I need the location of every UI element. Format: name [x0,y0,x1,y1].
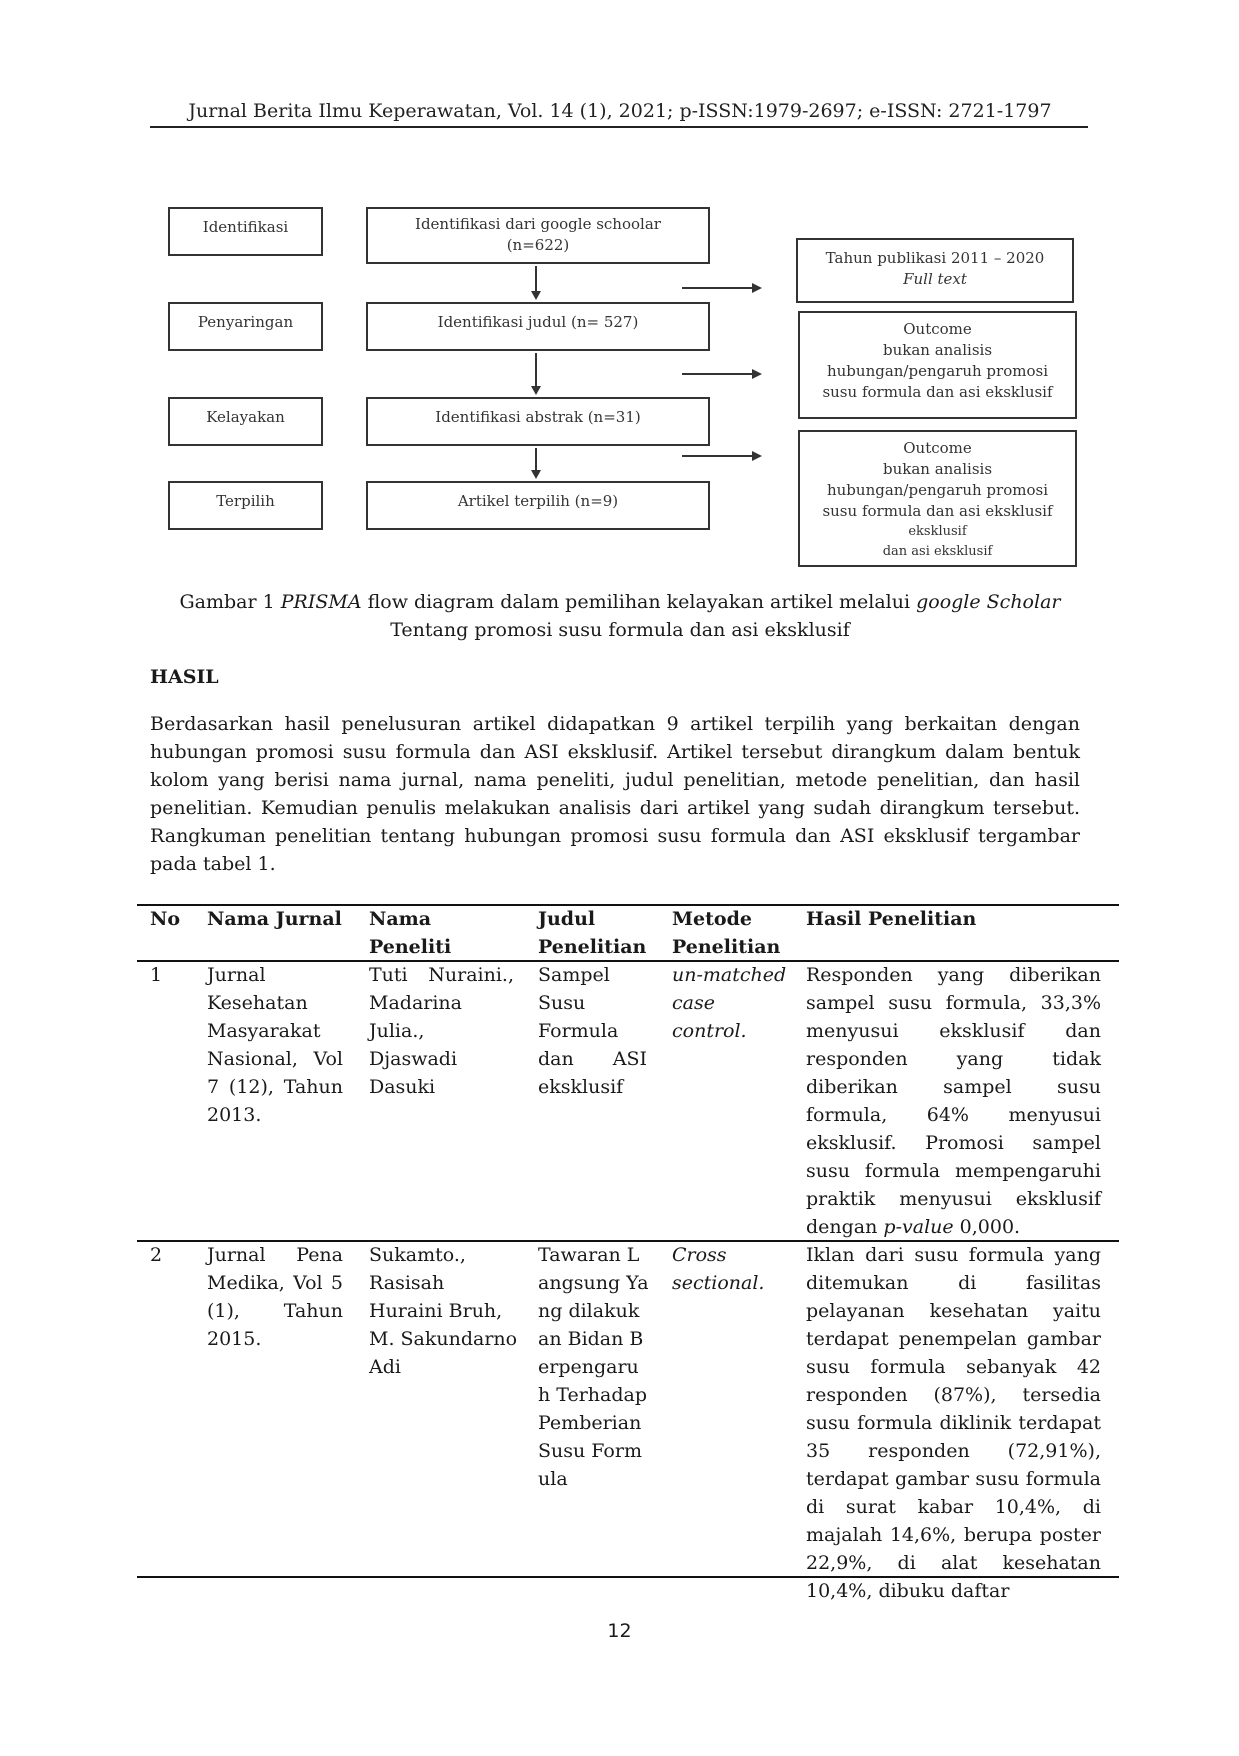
exclusion-line: bukan analisis [882,460,993,478]
hasil-pvalue: p-value [883,1216,954,1238]
page-number: 12 [607,1620,632,1642]
table-cell-hasil [806,961,1101,1241]
exclusion-line: susu formula dan asi eksklusif [822,383,1053,401]
exclusion-line: susu formula dan asi eksklusif [822,502,1053,520]
table-cell-metode: un-matched case control. [672,964,787,1042]
exclusion-italic: Full text [903,270,967,288]
exclusion-box-outcome-1 [798,311,1077,419]
stage-box-kelayakan [168,397,323,446]
flow-arrowhead [531,386,541,395]
table-header-jurnal: Nama Jurnal [207,908,342,930]
stage-label: Kelayakan [206,408,285,426]
exclusion-box-outcome-2 [798,430,1077,567]
table-cell-judul: Sampel Susu Formula dan ASI eksklusif [538,964,647,1098]
exclusion-arrowhead [752,369,762,379]
exclusion-line: Outcome [903,439,972,457]
step-line: Identifikasi abstrak (n=31) [435,408,641,426]
caption-line-2: Tentang promosi susu formula dan asi eksklusif [390,619,850,641]
stage-box-penyaringan [168,302,323,351]
step-line: Identifikasi dari google schoolar [415,215,661,233]
caption-prefix: Gambar 1 [179,591,281,613]
step-box-title-screening [366,302,710,351]
section-heading: HASIL [150,666,219,688]
table-header-hasil: Hasil Penelitian [806,908,977,930]
exclusion-line: Outcome [903,320,972,338]
exclusion-arrow [682,287,754,289]
exclusion-line [798,269,1072,290]
caption-middle: flow diagram dalam pemilihan kelayakan artikel melalui [361,591,917,613]
exclusion-line: bukan analisis [882,341,993,359]
table-cell-metode: Cross sectional. [672,1244,765,1294]
table-cell-peneliti: Tuti Nuraini., Madarina Julia., Djaswadi Dasuki [369,964,514,1098]
exclusion-arrow [682,455,754,457]
table-cell-no: 1 [150,964,163,986]
table-cell-jurnal: Jurnal Pena Medika, Vol 5 (1), Tahun 2015. [207,1244,343,1350]
step-box-selected [366,481,710,530]
table-cell-judul: Tawaran Langsung Yang dilakukan Bidan Berpengaru h Terhadap Pemberian Susu Formula [538,1244,649,1490]
exclusion-arrowhead [752,283,762,293]
exclusion-box-year [796,238,1074,303]
flow-arrowhead [531,470,541,479]
stage-label: Identifikasi [202,218,289,236]
table-header-metode: Metode Penelitian [672,908,781,958]
table-header-judul: Judul Penelitian [538,908,647,958]
step-line: Artikel terpilih (n=9) [457,492,619,510]
running-header: Jurnal Berita Ilmu Keperawatan, Vol. 14 (1), 2021; p-ISSN:1979-2697; e-ISSN: 2721-1797 [188,100,1052,122]
hasil-tail: 0,000. [953,1216,1021,1238]
caption-prisma: PRISMA [280,591,362,613]
flow-arrow-down [535,448,537,471]
flow-arrow-down [535,353,537,387]
table-cell-jurnal: Jurnal Kesehatan Masyarakat Nasional, Vol 7 (12), Tahun 2013. [207,964,343,1126]
exclusion-line: hubungan/pengaruh promosi [826,362,1048,380]
step-count: (n=622) [506,236,570,254]
table-header-peneliti: Nama Peneliti [369,908,452,958]
table-header-no: No [150,908,181,930]
prisma-flow-diagram [0,0,1239,600]
results-paragraph: Berdasarkan hasil penelusuran artikel didapatkan 9 artikel terpilih yang berkaitan dengan hubungan promosi susu formula dan ASI eksklusif. Artikel tersebut dirangkum dalam bentuk kolom yang berisi nama jurnal, nama peneliti, judul penelitian, metode penelitian, dan hasil penelitian. Kemudian penulis melakukan analisis dari artikel yang sudah dirangkum tersebut. Rangkuman penelitian tentang hubungan promosi susu formula dan ASI eksklusif tergambar pada tabel 1. [150,713,1080,875]
caption-source: google Scholar [916,591,1061,613]
caption-line-1 [140,588,1100,616]
exclusion-line: eksklusif [908,524,967,539]
figure-caption [140,588,1100,644]
exclusion-line: hubungan/pengaruh promosi [826,481,1048,499]
stage-label: Terpilih [216,492,275,510]
stage-box-terpilih [168,481,323,530]
step-box-abstract [366,397,710,446]
stage-box-identifikasi [168,207,323,256]
step-line: Identifikasi judul (n= 527) [437,313,639,331]
exclusion-arrowhead [752,451,762,461]
hasil-text: Responden yang diberikan sampel susu formula, 33,3% menyusui eksklusif dan responden yang tidak diberikan sampel susu formula, 64% menyusui eksklusif. Promosi sampel susu formula mempengaruhi praktik menyusui eksklusif dengan [806,964,1101,1238]
flow-arrowhead [531,291,541,300]
exclusion-arrow [682,373,754,375]
exclusion-line: dan asi eksklusif [882,544,993,559]
step-box-identification [366,207,710,264]
flow-arrow-down [535,266,537,292]
table-cell-hasil: Iklan dari susu formula yang ditemukan di fasilitas pelayanan kesehatan yaitu terdapat penempelan gambar susu formula sebanyak 42 responden (87%), tersedia susu formula diklinik terdapat 35 responden (72,91%), terdapat gambar susu formula di surat kabar 10,4%, di majalah 14,6%, berupa poster 22,9%, di alat kesehatan 10,4%, dibuku daftar [806,1244,1101,1602]
table-cell-no: 2 [150,1244,163,1266]
table-cell-peneliti: Sukamto., Rasisah Huraini Bruh, M. Sakundarno Adi [369,1244,518,1378]
stage-label: Penyaringan [197,313,294,331]
exclusion-line: Tahun publikasi 2011 – 2020 [825,249,1045,267]
